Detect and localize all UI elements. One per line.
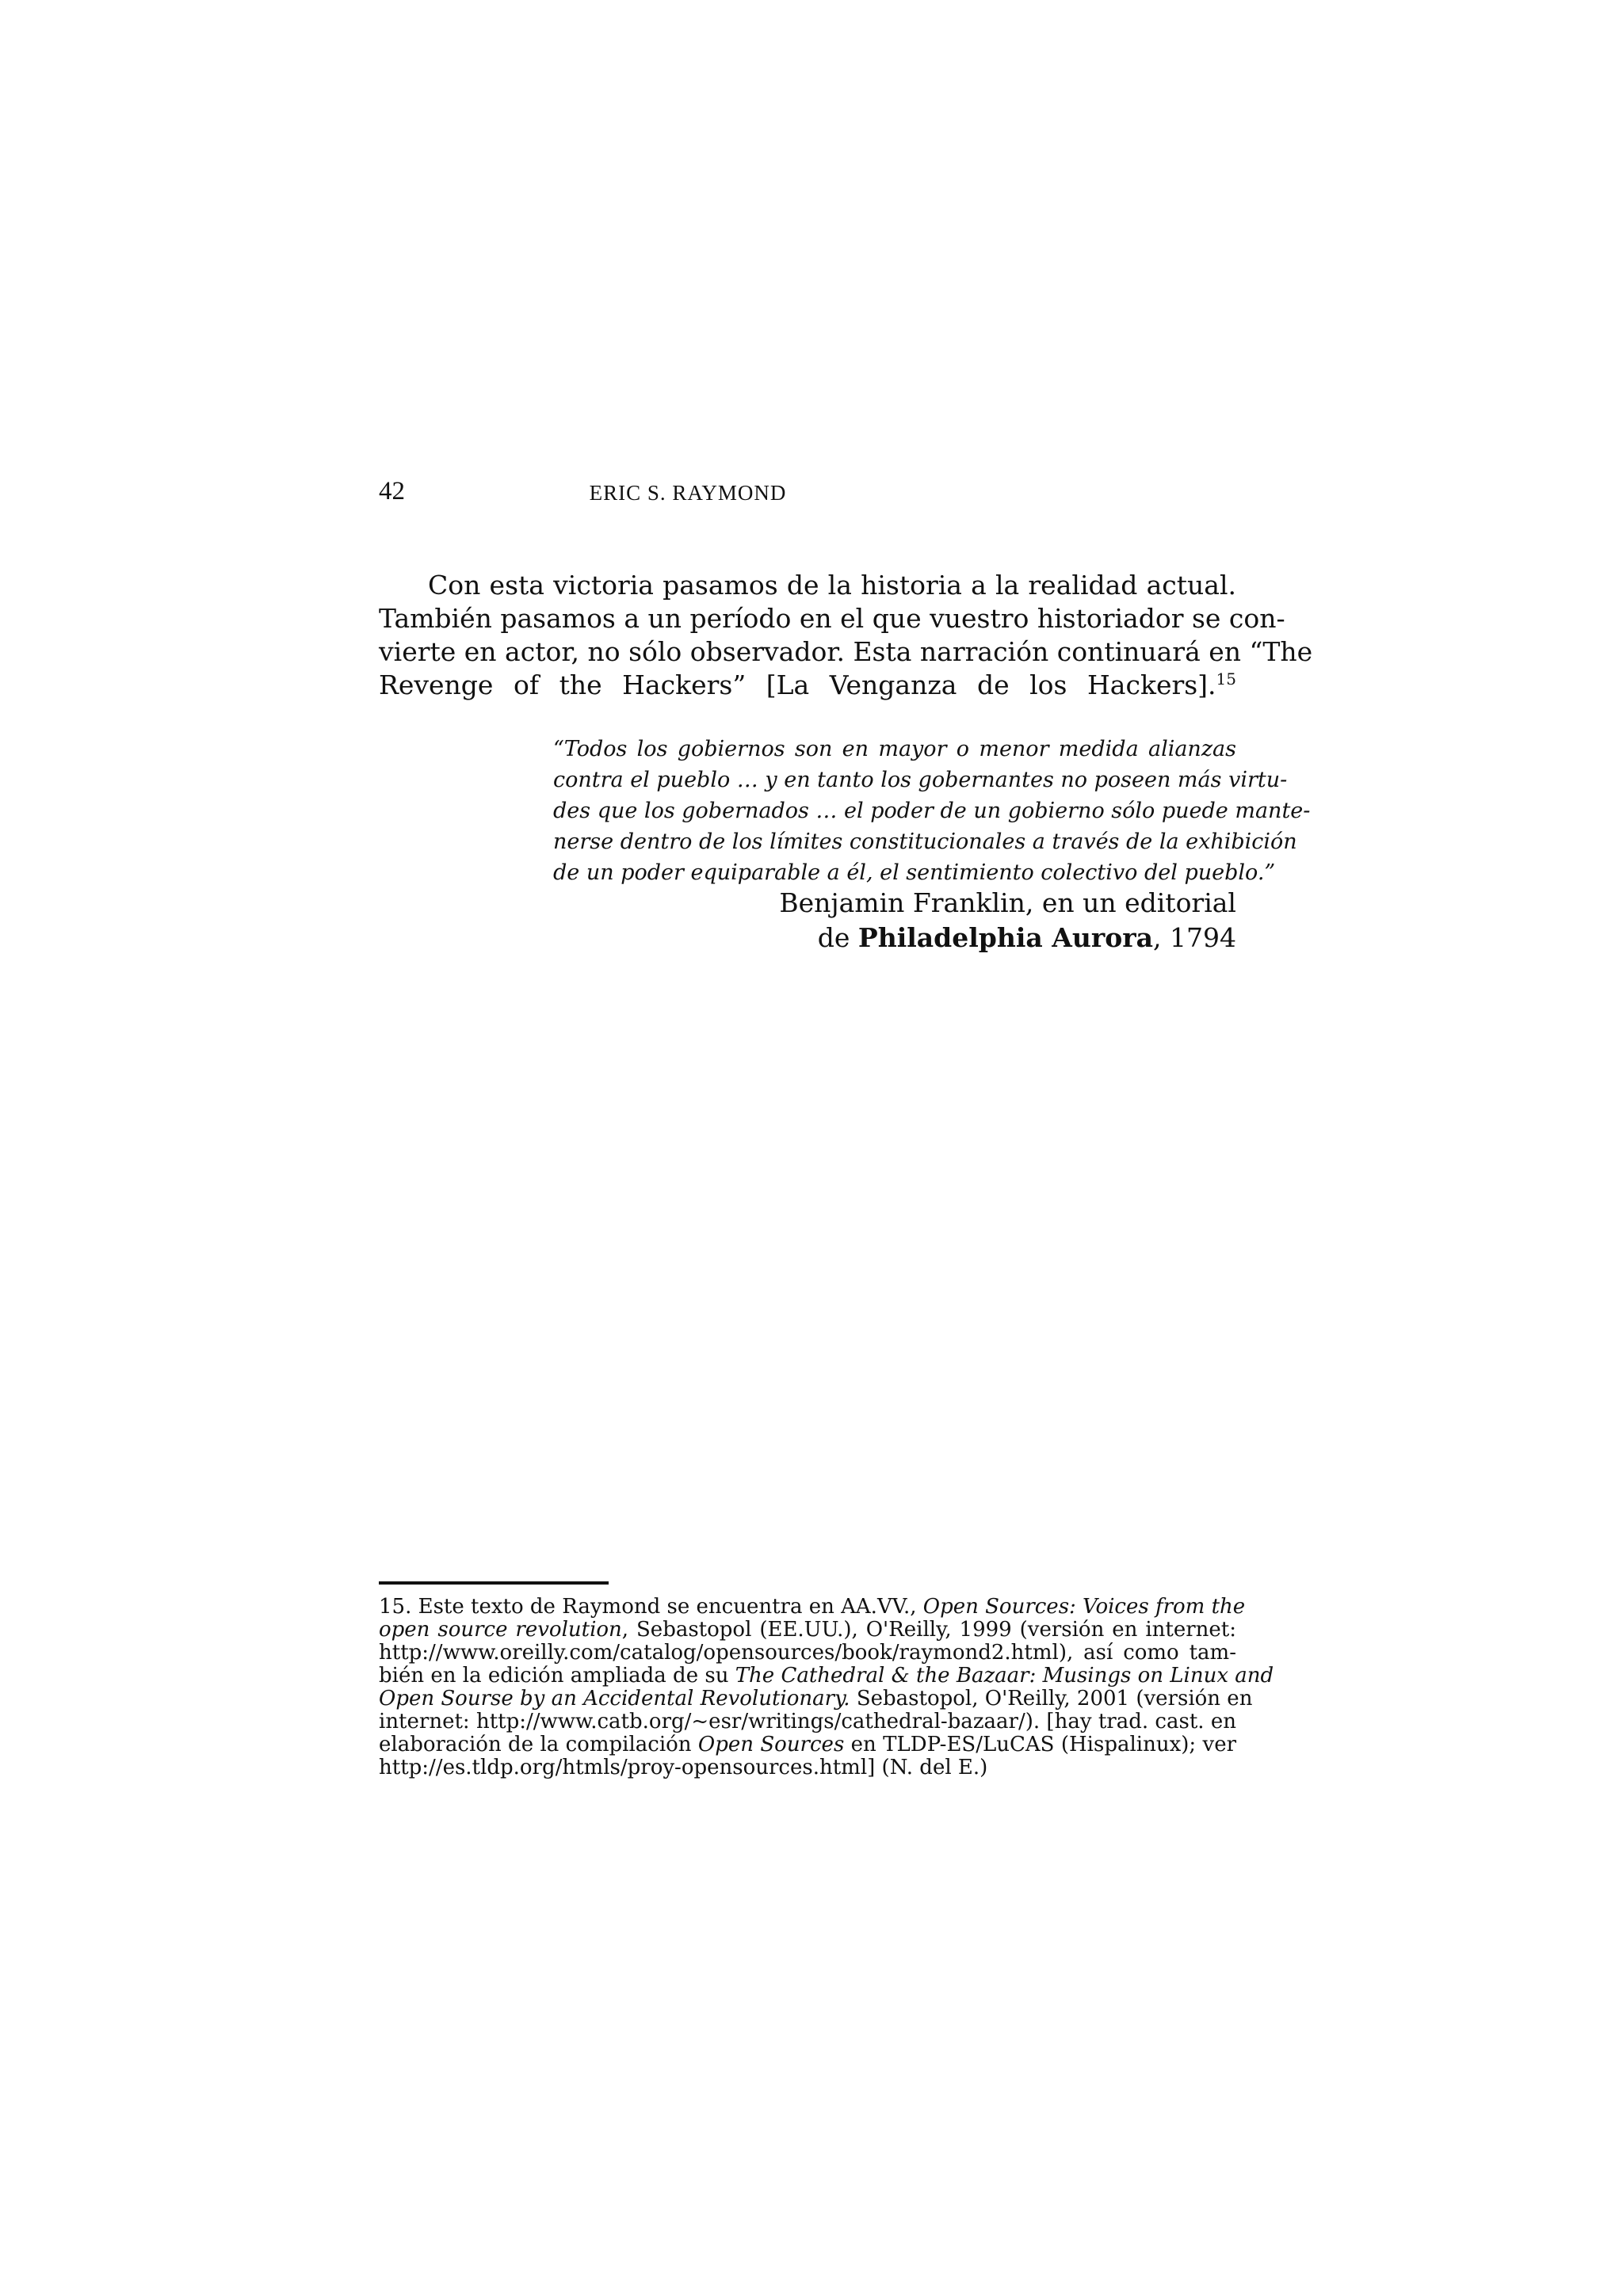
- footnote-text: , Sebastopol (EE.UU.), O'Reilly, 1999 (versión en internet:: [621, 1618, 1236, 1642]
- attribution-prefix: de: [817, 922, 858, 953]
- epigraph-line: de un poder equiparable a él, el sentimiento colectivo del pueblo.”: [553, 860, 1276, 885]
- footnote-divider: [379, 1581, 609, 1585]
- body-line-text: Revenge of the Hackers” [La Venganza de los Hackers].: [379, 669, 1216, 700]
- epigraph-line: des que los gobernados … el poder de un gobierno sólo puede mante-: [553, 799, 1311, 823]
- attribution-source: Philadelphia Aurora: [857, 922, 1154, 953]
- body-paragraph: [379, 569, 1313, 702]
- footnote-title: open source revolution: [379, 1618, 622, 1642]
- attribution-source-line: [553, 921, 1236, 955]
- footnote-text: bién en la edición ampliada de su: [379, 1664, 735, 1688]
- footnote-title: Open Sources: Voices from the: [922, 1595, 1246, 1619]
- footnote-text: Sebastopol, O'Reilly, 2001 (versión en: [850, 1687, 1253, 1711]
- footnote-line: [379, 1733, 1236, 1756]
- footnote-text: 15. Este texto de Raymond se encuentra en AA.VV.,: [379, 1595, 923, 1619]
- epigraph-line: “Todos los gobiernos son en mayor o menor medida alianzas: [553, 737, 1236, 761]
- footnote-line: [379, 1687, 1253, 1711]
- epigraph-line: contra el pueblo … y en tanto los gobernantes no poseen más virtu-: [553, 768, 1288, 792]
- body-line-last: [379, 669, 1236, 702]
- attribution-author: Benjamin Franklin, en un editorial: [779, 887, 1236, 918]
- footnote-line: http://es.tldp.org/htmls/proy-opensources.html] (N. del E.): [379, 1756, 988, 1779]
- footnote-text: en TLDP-ES/LuCAS (Hispalinux); ver: [844, 1733, 1237, 1756]
- attribution-year: , 1794: [1153, 922, 1236, 953]
- footnote-title: Open Sourse by an Accidental Revolutionary.: [379, 1687, 850, 1711]
- body-line: También pasamos a un período en el que vuestro historiador se con-: [379, 603, 1285, 634]
- body-line: vierte en actor, no sólo observador. Esta narración continuará en “The: [379, 636, 1313, 667]
- footnote-text: elaboración de la compilación: [379, 1733, 698, 1756]
- footnote-line: [379, 1619, 1236, 1642]
- page-number: 42: [379, 477, 405, 505]
- footnote-line: internet: http://www.catb.org/~esr/writings/cathedral-bazaar/). [hay trad. cast. en: [379, 1710, 1236, 1733]
- body-line: Con esta victoria pasamos de la historia a la realidad actual.: [428, 570, 1236, 601]
- footnote-line: [379, 1595, 1246, 1619]
- footnote-15: [379, 1595, 1274, 1779]
- footnote-title: Open Sources: [697, 1733, 845, 1756]
- footnote-line: http://www.oreilly.com/catalog/opensources/book/raymond2.html), así como tam-: [379, 1641, 1236, 1665]
- epigraph-quote: [553, 734, 1311, 888]
- footnote-line: [379, 1664, 1274, 1688]
- footnote-title: The Cathedral & the Bazaar: Musings on Linux and: [735, 1664, 1274, 1688]
- epigraph-attribution: [553, 886, 1236, 955]
- running-header: [379, 475, 1236, 507]
- epigraph-line: nerse dentro de los límites constitucionales a través de la exhibición: [553, 830, 1297, 854]
- footnote-reference[interactable]: 15: [1216, 669, 1236, 688]
- running-title: ERIC S. RAYMOND: [589, 481, 787, 505]
